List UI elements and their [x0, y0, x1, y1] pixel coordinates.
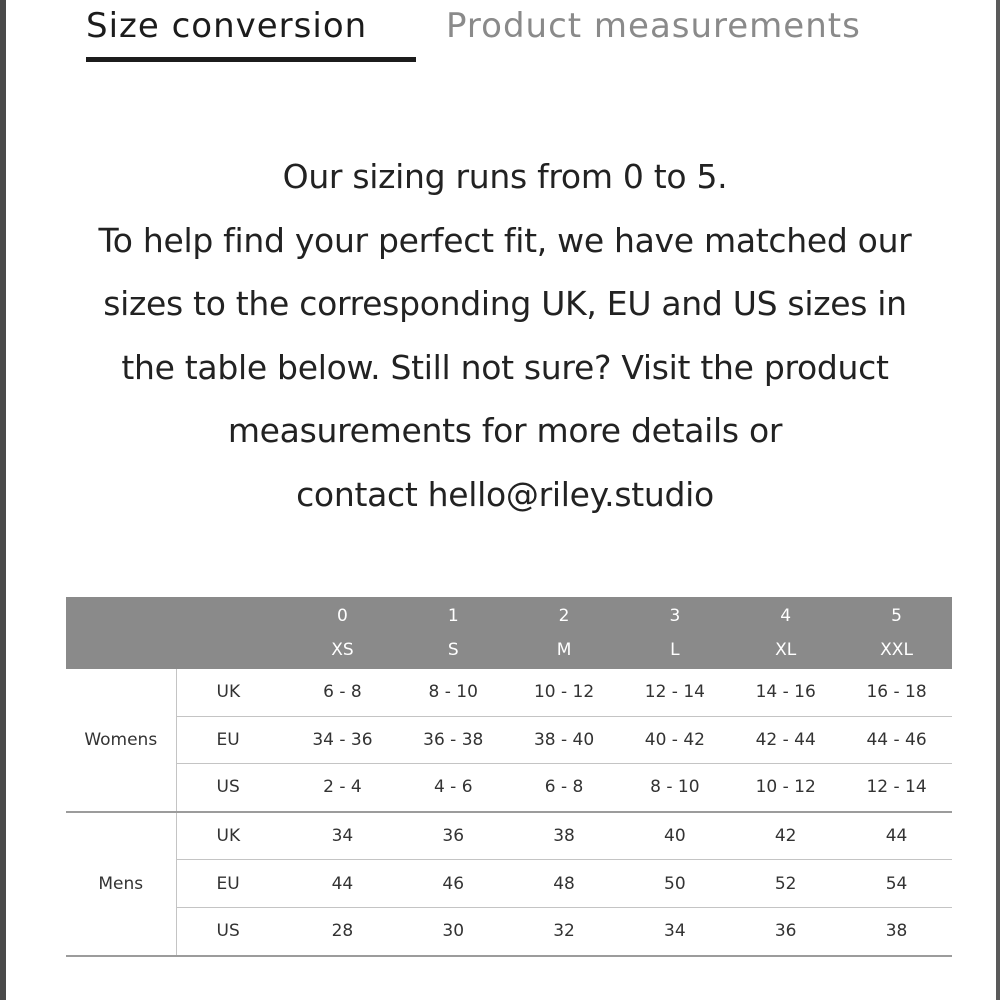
table-row: [66, 907, 952, 955]
table-row: [66, 669, 952, 716]
size-cell: 2 - 4: [287, 764, 398, 812]
tab-product-measurements[interactable]: Product measurements: [446, 6, 861, 46]
header-size-label: XL: [775, 640, 797, 660]
right-edge-shadow: [996, 0, 1000, 1000]
header-size-label: S: [447, 640, 459, 660]
region-label: EU: [176, 716, 287, 764]
intro-contact-line: contact hello@riley.studio: [296, 474, 714, 514]
size-cell: 30: [398, 907, 509, 955]
header-size-2: [509, 597, 620, 669]
size-cell: 54: [841, 860, 952, 908]
header-size-label: L: [670, 640, 680, 660]
size-cell: 12 - 14: [619, 669, 730, 716]
header-blank: [176, 597, 287, 669]
table-row: [66, 764, 952, 812]
size-cell: 8 - 10: [398, 669, 509, 716]
size-cell: 34 - 36: [287, 716, 398, 764]
size-cell: 46: [398, 860, 509, 908]
header-blank: [66, 597, 176, 669]
header-size-number: 0: [337, 606, 348, 626]
intro-line: the table below. Still not sure? Visit the product: [121, 347, 889, 387]
size-cell: 16 - 18: [841, 669, 952, 716]
header-size-5: [841, 597, 952, 669]
header-size-number: 1: [447, 606, 459, 626]
table-row: [66, 860, 952, 908]
size-cell: 38 - 40: [509, 716, 620, 764]
size-cell: 36: [730, 907, 841, 955]
size-cell: 40: [619, 812, 730, 860]
region-label: US: [176, 764, 287, 812]
size-cell: 28: [287, 907, 398, 955]
size-cell: 42: [730, 812, 841, 860]
region-label: EU: [176, 860, 287, 908]
size-cell: 10 - 12: [509, 669, 620, 716]
size-cell: 50: [619, 860, 730, 908]
header-size-number: 2: [558, 606, 570, 626]
header-size-1: [398, 597, 509, 669]
size-cell: 14 - 16: [730, 669, 841, 716]
group-label-mens: Mens: [66, 812, 176, 956]
header-size-number: 5: [891, 606, 902, 626]
size-cell: 36 - 38: [398, 716, 509, 764]
size-cell: 4 - 6: [398, 764, 509, 812]
size-cell: 10 - 12: [730, 764, 841, 812]
size-cell: 34: [287, 812, 398, 860]
size-cell: 6 - 8: [287, 669, 398, 716]
size-cell: 6 - 8: [509, 764, 620, 812]
size-cell: 12 - 14: [841, 764, 952, 812]
size-cell: 36: [398, 812, 509, 860]
intro-line: To help find your perfect fit, we have matched our: [98, 220, 912, 260]
tab-bar: [86, 4, 861, 64]
size-cell: 8 - 10: [619, 764, 730, 812]
size-cell: 42 - 44: [730, 716, 841, 764]
size-cell: 44 - 46: [841, 716, 952, 764]
intro-line: sizes to the corresponding UK, EU and US sizes in: [103, 284, 907, 323]
size-cell: 52: [730, 860, 841, 908]
size-cell: 38: [509, 812, 620, 860]
header-size-label: XXL: [880, 640, 913, 660]
tab-size-conversion[interactable]: Size conversion: [86, 4, 416, 62]
left-edge-shadow: [0, 0, 6, 1000]
intro-text: [20, 145, 990, 526]
header-size-number: 3: [669, 606, 681, 626]
size-cell: 40 - 42: [619, 716, 730, 764]
table-header-row: [66, 597, 952, 669]
header-size-label: M: [556, 640, 572, 660]
region-label: UK: [176, 669, 287, 716]
intro-line: measurements for more details or: [227, 411, 783, 450]
region-label: UK: [176, 812, 287, 860]
size-cell: 44: [841, 812, 952, 860]
size-cell: 48: [509, 860, 620, 908]
size-cell: 44: [287, 860, 398, 908]
size-cell: 32: [509, 907, 620, 955]
table-row: [66, 812, 952, 860]
header-size-0: [287, 597, 398, 669]
group-label-womens: Womens: [66, 669, 176, 812]
size-cell: 38: [841, 907, 952, 955]
size-conversion-table: [66, 597, 952, 957]
header-size-3: [619, 597, 730, 669]
table-row: [66, 716, 952, 764]
size-cell: 34: [619, 907, 730, 955]
header-size-label: XS: [331, 640, 354, 660]
header-size-number: 4: [780, 606, 792, 626]
header-size-4: [730, 597, 841, 669]
intro-line: Our sizing runs from 0 to 5.: [282, 157, 728, 196]
region-label: US: [176, 907, 287, 955]
